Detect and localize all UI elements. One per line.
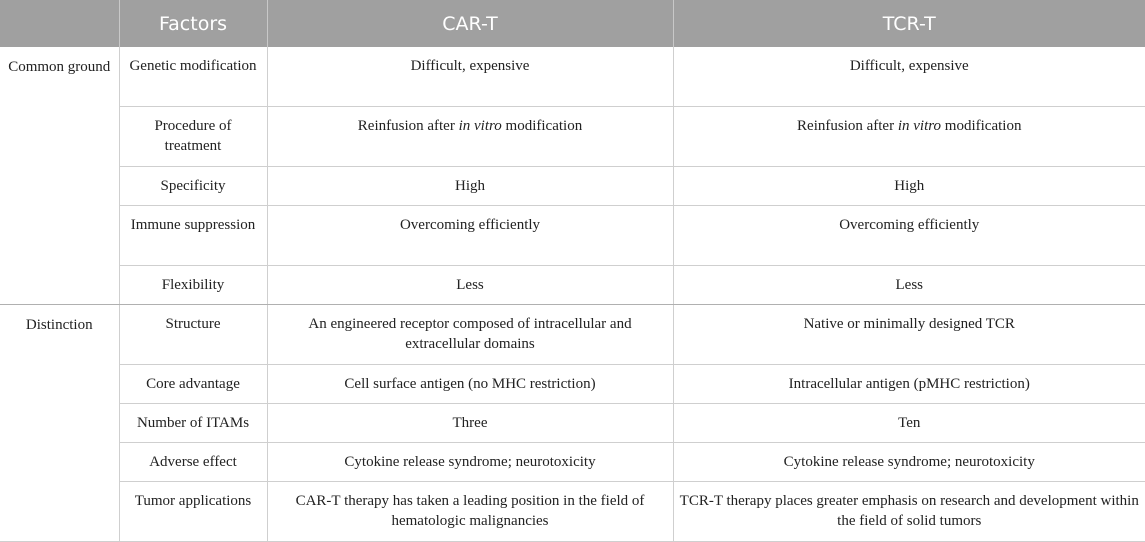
header-car-t: CAR-T [267,0,673,47]
group-label-distinction: Distinction [0,305,119,542]
header-factors: Factors [119,0,267,47]
car-t-cell: Difficult, expensive [267,47,673,107]
table-row [0,206,1145,266]
text-part: modification [501,118,583,134]
tcr-t-cell: Cytokine release syndrome; neurotoxicity [673,443,1145,482]
factor-cell: Adverse effect [119,443,267,482]
table-row [0,482,1145,542]
car-t-cell: An engineered receptor composed of intracellular and extracellular domains [267,305,673,365]
group-label-common-ground: Common ground [0,47,119,305]
text-part: Reinfusion after [357,118,459,134]
tcr-t-cell: TCR-T therapy places greater emphasis on research and development within the field of solid tumors [673,482,1145,542]
tcr-t-cell: Difficult, expensive [673,47,1145,107]
tcr-t-cell: Native or minimally designed TCR [673,305,1145,365]
italic-text: in vitro [458,118,502,134]
factor-cell: Tumor applications [119,482,267,542]
car-t-cell: CAR-T therapy has taken a leading position in the field of hematologic malignancies [267,482,673,542]
table-row [0,167,1145,206]
table-row [0,365,1145,404]
text-part: modification [941,118,1022,134]
tcr-t-cell: Less [673,266,1145,305]
tcr-t-cell: High [673,167,1145,206]
text-part: Reinfusion after [797,118,898,134]
table-row [0,47,1145,107]
car-t-cell: High [267,167,673,206]
car-t-cell: Cell surface antigen (no MHC restriction) [267,365,673,404]
factor-cell: Structure [119,305,267,365]
factor-cell: Immune suppression [119,206,267,266]
car-t-cell: Cytokine release syndrome; neurotoxicity [267,443,673,482]
italic-text: in vitro [897,118,942,134]
table-row [0,305,1145,365]
factor-cell: Procedure of treatment [119,107,267,167]
tcr-t-cell: Ten [673,404,1145,443]
table-row [0,443,1145,482]
factor-cell: Specificity [119,167,267,206]
car-t-cell: Less [267,266,673,305]
header-group-cell [0,0,119,47]
table-row [0,404,1145,443]
factor-cell: Flexibility [119,266,267,305]
header-row [0,0,1145,47]
factor-cell: Core advantage [119,365,267,404]
tcr-t-cell: Overcoming efficiently [673,206,1145,266]
car-t-cell: Overcoming efficiently [267,206,673,266]
header-tcr-t: TCR-T [673,0,1145,47]
factor-cell: Genetic modification [119,47,267,107]
table-row [0,107,1145,167]
tcr-t-cell [673,107,1145,167]
tcr-t-cell: Intracellular antigen (pMHC restriction) [673,365,1145,404]
car-t-cell: Three [267,404,673,443]
table-row [0,266,1145,305]
car-t-cell [267,107,673,167]
factor-cell: Number of ITAMs [119,404,267,443]
